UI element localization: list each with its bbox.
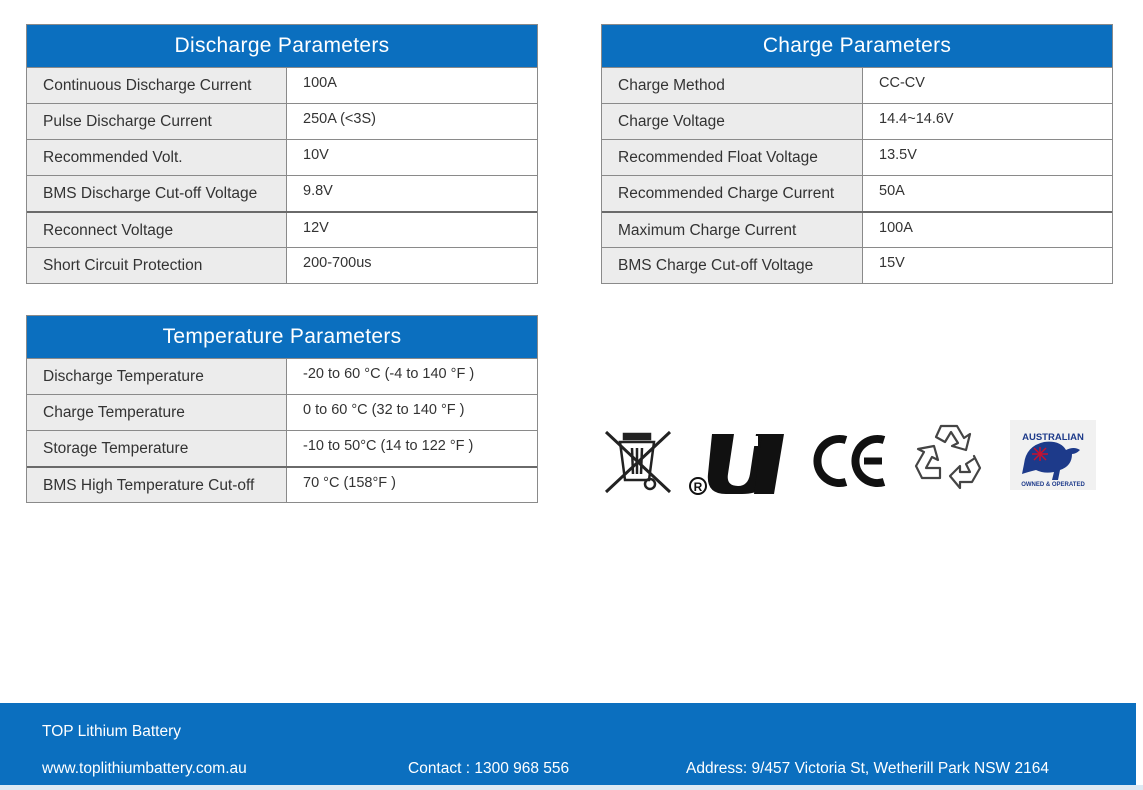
param-value: 100A (287, 68, 535, 103)
param-value: CC-CV (863, 68, 1110, 103)
param-label: Discharge Temperature (27, 359, 287, 394)
company-name: TOP Lithium Battery (42, 723, 181, 740)
param-value: -20 to 60 °C (-4 to 140 °F ) (287, 359, 535, 394)
param-value: 70 °C (158°F ) (287, 468, 535, 502)
param-label: Pulse Discharge Current (27, 104, 287, 139)
table-row (27, 211, 537, 247)
australian-owned-icon (1010, 420, 1096, 490)
param-label: Recommended Float Voltage (602, 140, 863, 175)
param-label: BMS High Temperature Cut-off (27, 468, 287, 502)
param-label: Short Circuit Protection (27, 248, 287, 283)
ce-mark-icon (812, 432, 890, 490)
recycle-icon (914, 422, 984, 490)
param-value: 14.4~14.6V (863, 104, 1110, 139)
param-value: 250A (<3S) (287, 104, 535, 139)
table-row (602, 175, 1112, 211)
param-value: 10V (287, 140, 535, 175)
param-value: 0 to 60 °C (32 to 140 °F ) (287, 395, 535, 430)
table-row (27, 67, 537, 103)
param-value: 100A (863, 213, 1110, 247)
param-label: Continuous Discharge Current (27, 68, 287, 103)
charge-parameters-table (601, 24, 1113, 284)
website-link[interactable]: www.toplithiumbattery.com.au (42, 760, 247, 777)
table-row (27, 466, 537, 502)
table-title: Discharge Parameters (27, 25, 537, 67)
footer-bar (0, 703, 1136, 785)
param-label: Charge Voltage (602, 104, 863, 139)
param-label: Storage Temperature (27, 431, 287, 466)
param-label: Reconnect Voltage (27, 213, 287, 247)
table-row (602, 211, 1112, 247)
table-row (602, 67, 1112, 103)
bottom-edge (0, 785, 1143, 790)
param-value: 15V (863, 248, 1110, 283)
weee-bin-icon (602, 428, 674, 496)
badge-bottom-text: OWNED & OPERATED (1021, 482, 1085, 488)
param-value: 9.8V (287, 176, 535, 211)
table-row (27, 175, 537, 211)
table-row (602, 139, 1112, 175)
discharge-parameters-table (26, 24, 538, 284)
table-row (602, 247, 1112, 283)
table-row (27, 103, 537, 139)
table-row (602, 103, 1112, 139)
table-title: Temperature Parameters (27, 316, 537, 358)
param-value: 200-700us (287, 248, 535, 283)
badge-top-text: AUSTRALIAN (1022, 432, 1084, 443)
table-row (27, 394, 537, 430)
table-row (27, 358, 537, 394)
param-label: Recommended Volt. (27, 140, 287, 175)
param-label: Recommended Charge Current (602, 176, 863, 211)
company-address: Address: 9/457 Victoria St, Wetherill Park NSW 2164 (686, 760, 1049, 777)
param-label: Charge Temperature (27, 395, 287, 430)
param-label: BMS Discharge Cut-off Voltage (27, 176, 287, 211)
table-row (27, 247, 537, 283)
param-value: -10 to 50°C (14 to 122 °F ) (287, 431, 535, 466)
certification-logos (600, 420, 1100, 500)
ul-mark-icon (688, 428, 790, 498)
table-row (27, 139, 537, 175)
table-row (27, 430, 537, 466)
contact-phone: Contact : 1300 968 556 (408, 760, 570, 777)
table-title: Charge Parameters (602, 25, 1112, 67)
param-label: BMS Charge Cut-off Voltage (602, 248, 863, 283)
param-value: 50A (863, 176, 1110, 211)
param-value: 13.5V (863, 140, 1110, 175)
temperature-parameters-table (26, 315, 538, 503)
param-value: 12V (287, 213, 535, 247)
param-label: Charge Method (602, 68, 863, 103)
param-label: Maximum Charge Current (602, 213, 863, 247)
svg-text:R: R (693, 480, 703, 494)
